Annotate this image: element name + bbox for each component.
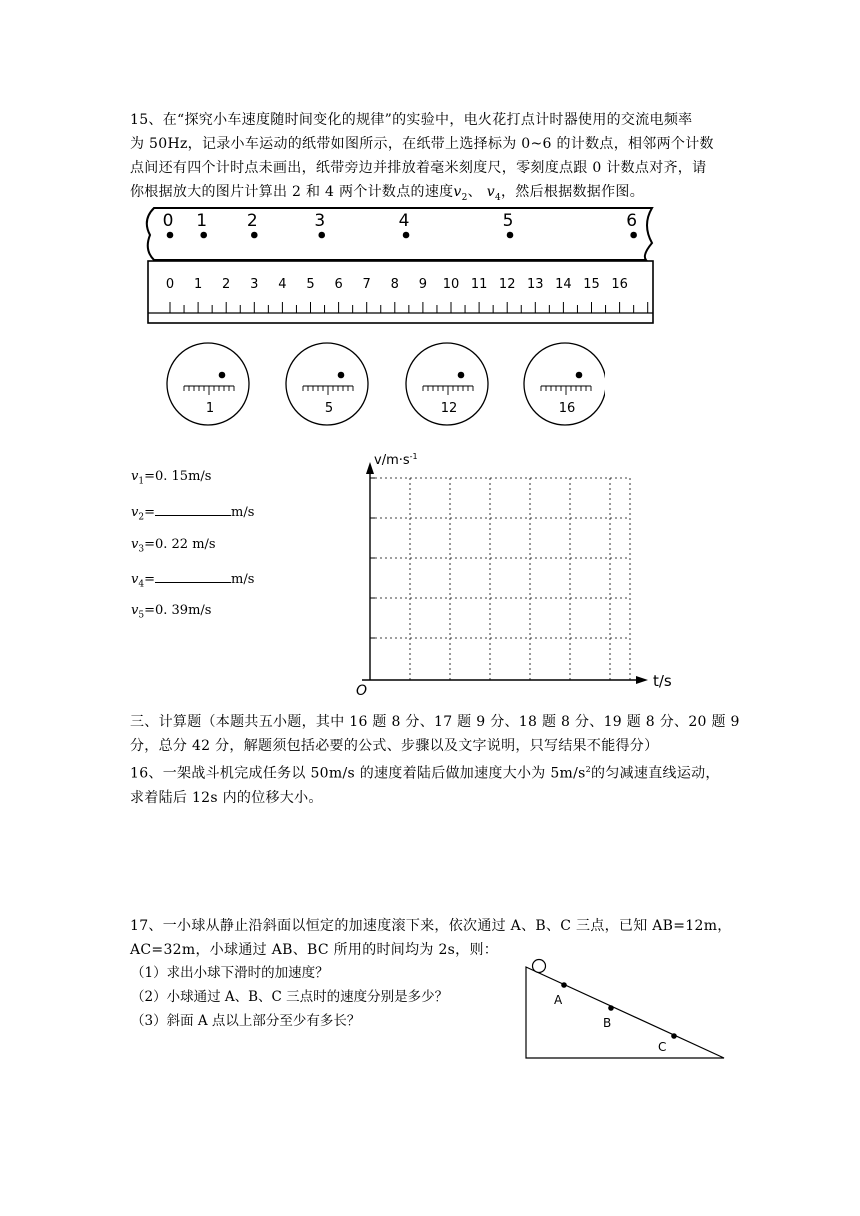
q15-text [130, 108, 730, 210]
ball [533, 960, 546, 973]
velocity-v4[interactable] [131, 570, 254, 590]
point-c-dot [671, 1033, 677, 1039]
ruler-label: 8 [390, 277, 399, 292]
velocity-unit: m/s [231, 572, 255, 587]
point-c-label: C [658, 1040, 667, 1054]
y-axis-label: $v/m\cdot s^{-1}$ [374, 452, 418, 468]
velocity-v5 [131, 603, 211, 621]
velocity-symbol: v [131, 469, 139, 484]
q17-item-2: （2）小球通过 A、B、C 三点时的速度分别是多少？ [131, 989, 449, 1005]
ruler-label: 1 [193, 277, 203, 292]
ruler-label: 4 [278, 277, 287, 292]
tape-point-label: 0 [162, 211, 174, 231]
point-a-dot [561, 982, 567, 988]
ruler-label: 9 [418, 277, 428, 292]
ruler-body [148, 261, 653, 323]
magnifier-dot [576, 372, 583, 379]
q15-line-2: 为 50Hz，记录小车运动的纸带如图所示，在纸带上选择标为 0~6 的计数点，相邻两个计数 [130, 136, 714, 152]
tape-point-label: 6 [626, 211, 638, 231]
tape-point-label: 2 [246, 211, 258, 231]
ruler-label: 14 [555, 277, 572, 292]
velocity-value: = [144, 572, 155, 587]
tape-point-label: 4 [398, 211, 410, 231]
ruler-label: 16 [611, 277, 628, 292]
q15-line-4-suffix: ，然后根据数据作图。 [501, 184, 644, 200]
tape-point-label: 5 [502, 211, 514, 231]
magnifier-dot [458, 372, 465, 379]
ruler-label: 2 [222, 277, 231, 292]
magnifier-label: 5 [324, 401, 334, 416]
velocity-symbol: v [131, 603, 139, 618]
tape-point [318, 232, 325, 239]
tape-point [167, 232, 174, 239]
velocity-symbol: v [131, 505, 139, 520]
section3-text [130, 710, 740, 810]
q16-line-1 [130, 758, 730, 786]
answer-blank[interactable] [155, 570, 231, 583]
velocity-value: =0. 22 m/s [144, 537, 216, 552]
magnifier-label: 1 [205, 401, 215, 416]
ruler-label: 6 [334, 277, 343, 292]
tape-ruler-figure [140, 205, 660, 330]
q17-item-1: （1）求出小球下滑时的加速度？ [131, 965, 329, 981]
velocity-subscript: 4 [138, 579, 145, 590]
q15-line-1: 15、在“探究小车速度随时间变化的规律”的实验中，电火花打点计时器使用的交流电频率 [130, 112, 693, 128]
velocity-value: =0. 39m/s [144, 603, 212, 618]
q17-line-1: 17、一小球从静止沿斜面以恒定的加速度滚下来，依次通过 A、B、C 三点，已知 AB=12m， [130, 918, 732, 934]
section3-line-2: 分，总分 42 分，解题须包括必要的公式、步骤以及文字说明，只写结果不能得分） [130, 738, 659, 754]
x-axis-label: t/s [653, 672, 672, 690]
velocity-symbol: v [131, 537, 139, 552]
magnifier-1 [167, 343, 249, 425]
tape-point [200, 232, 207, 239]
q17-items [131, 961, 448, 1033]
x-axis-arrow [636, 676, 648, 684]
velocity-v2[interactable] [131, 503, 254, 523]
q16-line-1-prefix: 16、一架战斗机完成任务以 50m/s 的速度着陆后做加速度大小为 5m/s [130, 765, 586, 782]
v2-sub: 2 [461, 192, 468, 203]
section3-line-1: 三、计算题（本题共五小题，其中 16 题 8 分、17 题 9 分、18 题 8 分、19 题 8 分、20 题 9 [130, 714, 740, 730]
ruler-label: 7 [362, 277, 371, 292]
velocity-v3 [131, 537, 216, 555]
velocity-unit: m/s [231, 505, 255, 520]
magnifier-label: 12 [440, 401, 458, 416]
v4-sub: 4 [494, 192, 501, 203]
magnifier-figures [165, 338, 605, 433]
tape-point-label: 3 [314, 211, 326, 231]
velocity-value: =0. 15m/s [144, 469, 212, 484]
tape-point [403, 232, 410, 239]
tape-point [507, 232, 514, 239]
velocity-subscript: 3 [138, 544, 145, 555]
ruler-label: 5 [306, 277, 315, 292]
tape-point-label: 1 [196, 211, 208, 231]
v2-symbol: v [453, 184, 462, 200]
incline-figure [520, 955, 730, 1065]
y-axis-arrow [366, 462, 374, 474]
q15-sep: 、 [467, 184, 482, 200]
ruler-label: 12 [498, 277, 516, 292]
ruler-label: 0 [165, 277, 175, 292]
tape-point [630, 232, 637, 239]
velocity-subscript: 1 [138, 476, 145, 487]
vt-graph [348, 448, 698, 698]
incline-triangle [526, 967, 724, 1058]
magnifier-2 [286, 343, 368, 425]
q16-line-2: 求着陆后 12s 内的位移大小。 [130, 789, 323, 806]
q15-line-4-prefix: 你根据放大的图片计算出 2 和 4 两个计数点的速度 [130, 184, 454, 200]
magnifier-label: 16 [558, 401, 576, 416]
magnifier-3 [406, 343, 488, 425]
magnifier-4 [524, 343, 605, 425]
velocity-value: = [144, 505, 155, 520]
q17-item-3: （3）斜面 A 点以上部分至少有多长？ [131, 1013, 361, 1029]
ruler-label: 13 [527, 277, 544, 292]
origin-label: O [356, 683, 368, 698]
ruler-label: 3 [250, 277, 259, 292]
velocity-subscript: 5 [138, 610, 145, 621]
velocity-symbol: v [131, 572, 139, 587]
ruler-label: 15 [583, 277, 600, 292]
answer-blank[interactable] [155, 503, 231, 516]
magnifier-dot [219, 372, 226, 379]
q17-line-2: AC=32m，小球通过 AB、BC 所用的时间均为 2s，则： [130, 942, 499, 958]
q16-line-1-suffix: 的匀减速直线运动， [591, 765, 720, 782]
point-b-label: B [603, 1016, 612, 1030]
magnifier-dot [338, 372, 345, 379]
v4-symbol: v [486, 184, 495, 200]
q15-line-3: 点间还有四个计时点未画出，纸带旁边并排放着毫米刻度尺，零刻度点跟 0 计数点对齐，请 [130, 160, 707, 176]
q16-sup: 2 [585, 765, 592, 774]
velocity-v1 [131, 469, 211, 487]
point-a-label: A [554, 993, 563, 1007]
velocity-subscript: 2 [138, 512, 145, 523]
ruler-label: 11 [470, 277, 488, 292]
tape-point [251, 232, 258, 239]
ruler-label: 10 [442, 277, 460, 292]
point-b-dot [608, 1005, 614, 1011]
